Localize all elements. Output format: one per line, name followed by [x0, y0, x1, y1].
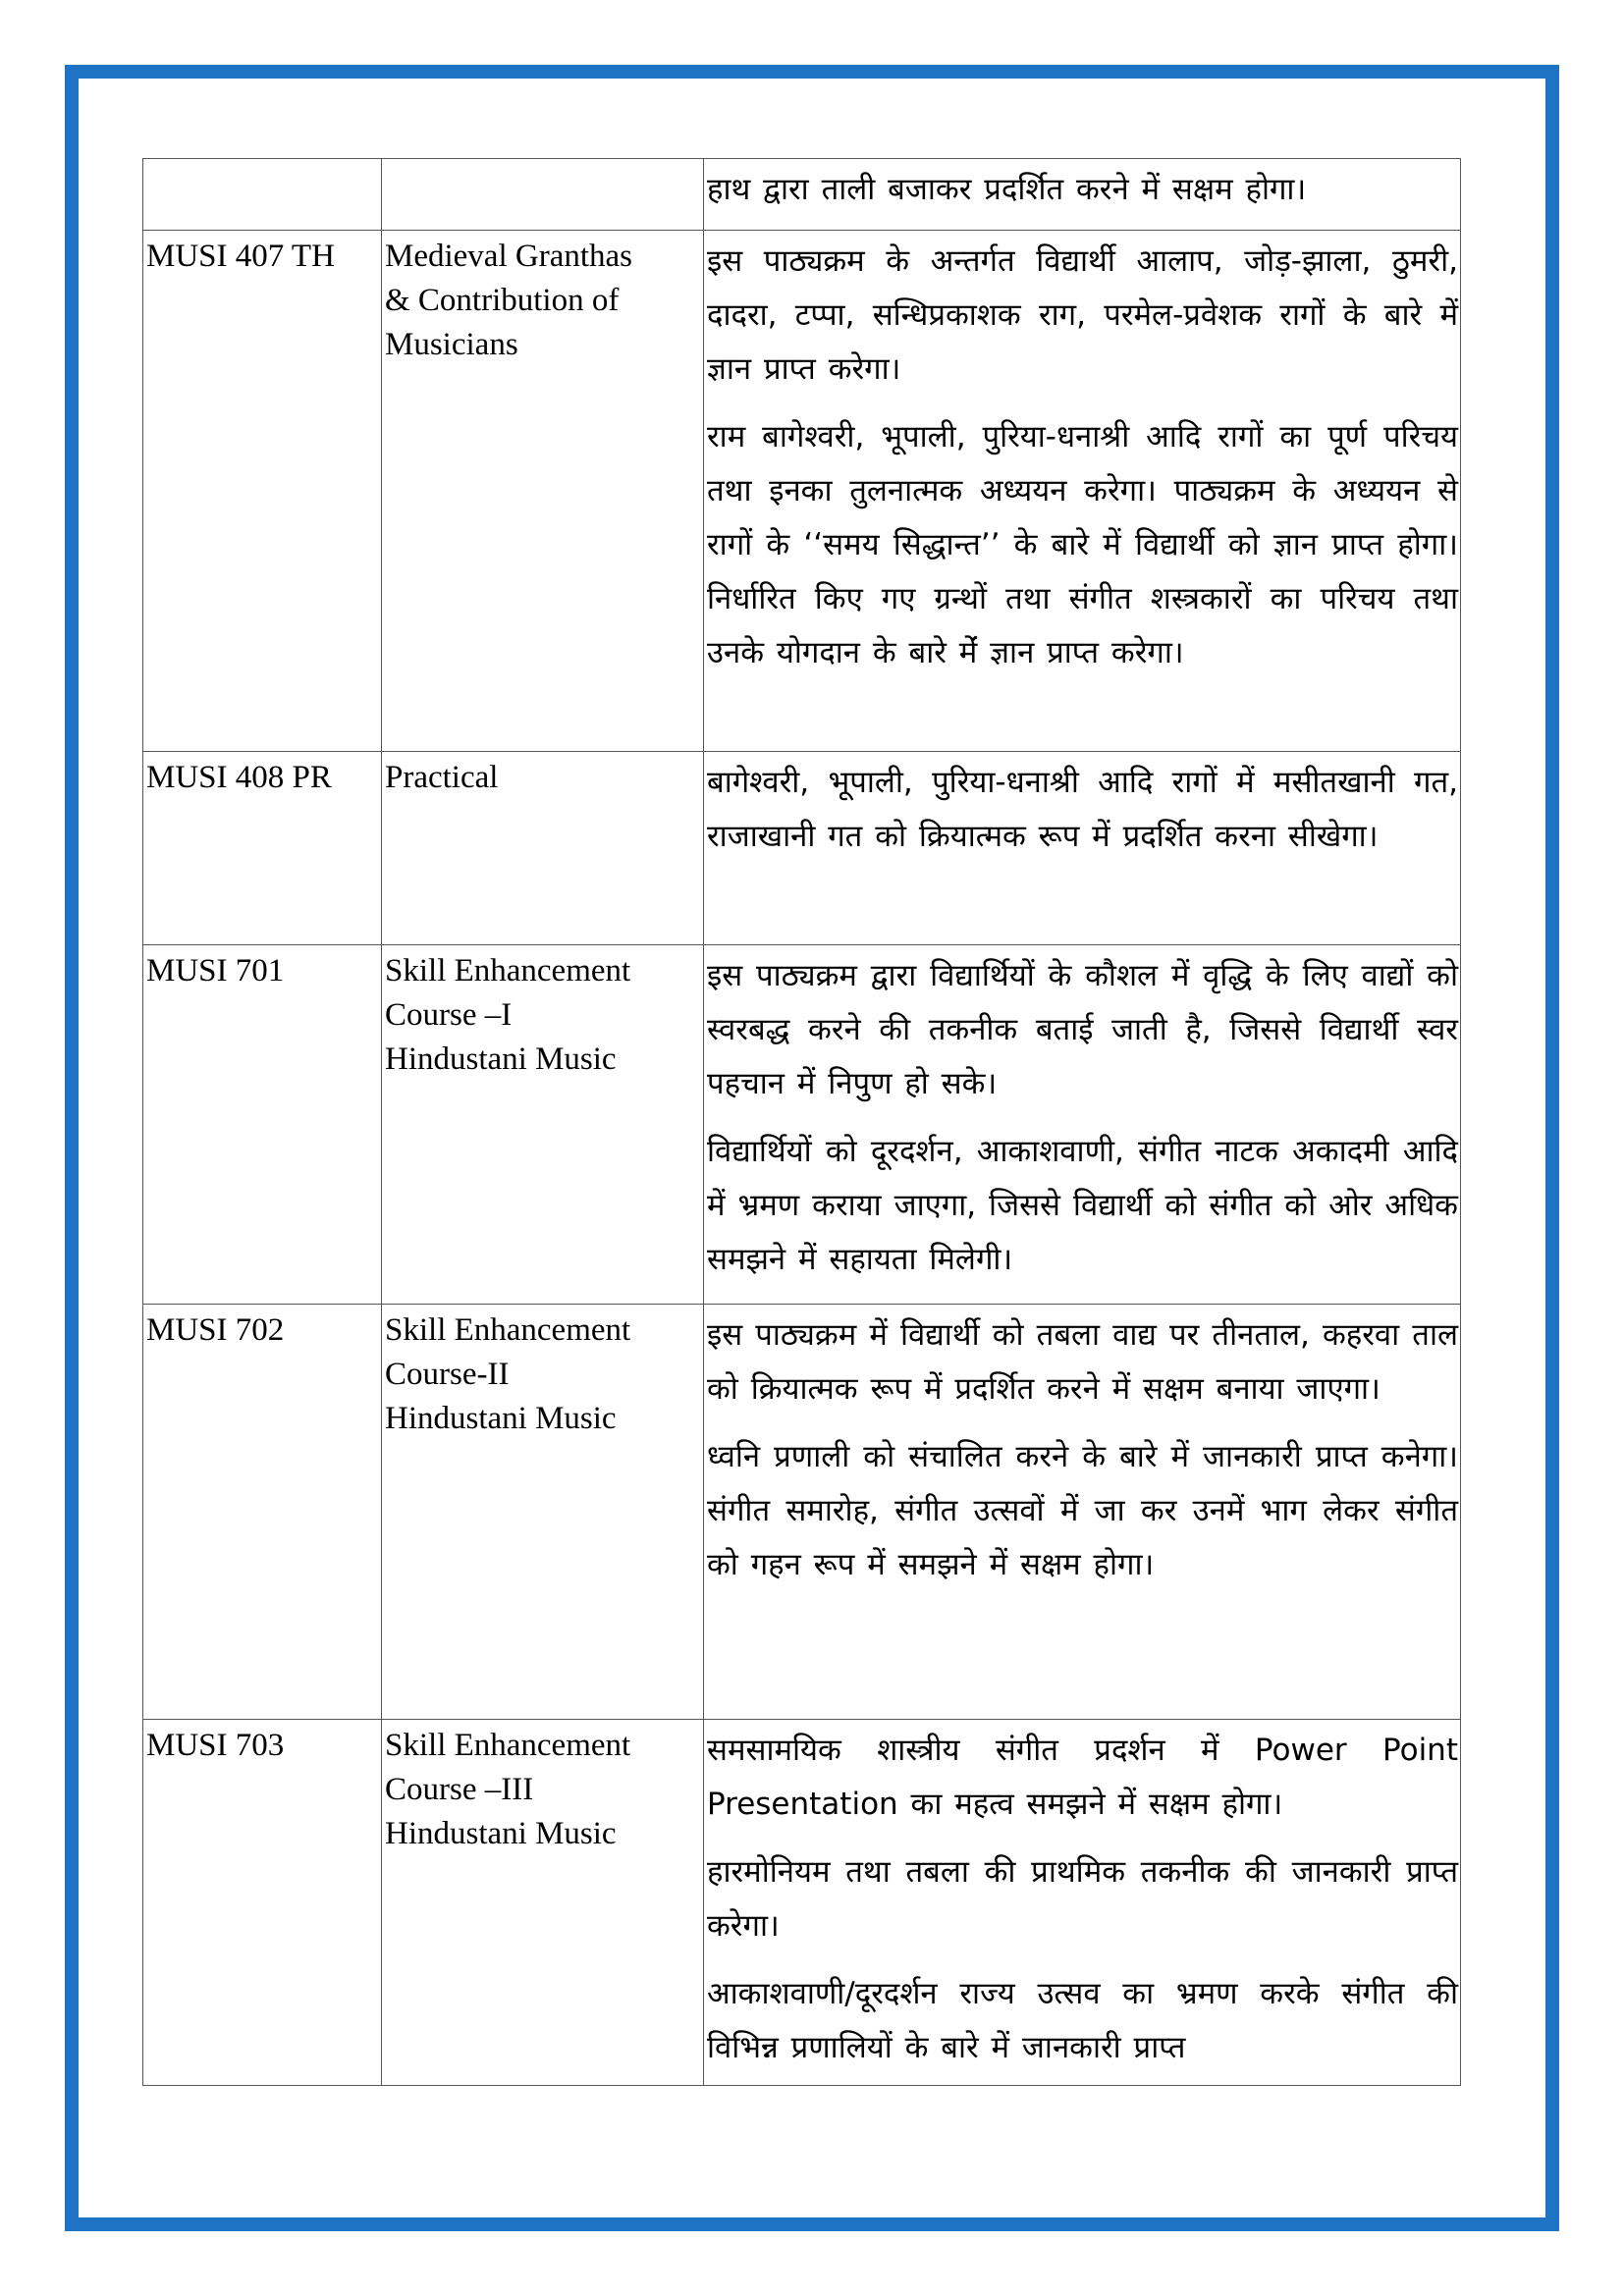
course-title — [382, 1305, 704, 1720]
course-title-line: Skill Enhancement — [385, 953, 631, 988]
course-title — [382, 159, 704, 231]
course-outcome — [704, 231, 1461, 752]
course-title-line: & Contribution of — [385, 283, 620, 318]
table-row — [143, 945, 1461, 1305]
outcome-paragraph: विद्यार्थियों को दूरदर्शन, आकाशवाणी, संगीत नाटक अकादमी आदि में भ्रमण कराया जाएगा, जिससे विद्यार्थी को संगीत को ओर अधिक समझने में सहायता मिलेगी। — [707, 1134, 1458, 1277]
outcome-paragraph: ध्वनि प्रणाली को संचालित करने के बारे में जानकारी प्राप्त कनेगा। संगीत समारोह, संगीत उत्सवों में जा कर उनमें भाग लेकर संगीत को गहन रूप में समझने में सक्षम होगा। — [707, 1439, 1458, 1582]
course-title-line: Course-II — [385, 1357, 510, 1392]
course-title — [382, 231, 704, 752]
outcome-paragraph: बागेश्वरी, भूपाली, पुरिया-धनाश्री आदि रागों में मसीतखानी गत, राजाखानी गत को क्रियात्मक रूप में प्रदर्शित करना सीखेगा। — [707, 765, 1458, 854]
table-row — [143, 1305, 1461, 1720]
table-row — [143, 752, 1461, 945]
course-title-line: Course –I — [385, 997, 513, 1033]
outcome-paragraph: इस पाठ्यक्रम द्वारा विद्यार्थियों के कौशल में वृद्धि के लिए वाद्यों को स्वरबद्ध करने की तकनीक बताई जाती है, जिससे विद्यार्थी स्वर पहचान में निपुण हो सके। — [707, 958, 1458, 1101]
course-outcome — [704, 1720, 1461, 2086]
course-title — [382, 945, 704, 1305]
course-outcome — [704, 945, 1461, 1305]
outcome-paragraph: इस पाठ्यक्रम के अन्तर्गत विद्यार्थी आलाप, जोड़-झाला, ठुमरी, दादरा, टप्पा, सन्धिप्रकाशक राग, परमेल-प्रवेशक रागों के बारे में ज्ञान प्राप्त करेगा। — [707, 243, 1458, 387]
table-row — [143, 231, 1461, 752]
course-code — [143, 159, 382, 231]
course-outcome — [704, 159, 1461, 231]
course-title-line: Skill Enhancement — [385, 1728, 631, 1763]
course-outcome — [704, 752, 1461, 945]
course-outcome — [704, 1305, 1461, 1720]
course-code: MUSI 407 TH — [143, 231, 382, 752]
outcome-paragraph: राम बागेश्वरी, भूपाली, पुरिया-धनाश्री आदि रागों का पूर्ण परिचय तथा इनका तुलनात्मक अध्ययन करेगा। पाठ्यक्रम के अध्ययन से रागों के ‘‘समय सिद्धान्त’’ के बारे में विद्यार्थी को ज्ञान प्राप्त होगा। निर्धारित किए गए ग्रन्थों तथा संगीत शस्त्रकारों का परिचय तथा उनके योगदान के बारे मेंं ज्ञान प्राप्त करेगा। — [707, 419, 1458, 670]
course-title-line: Hindustani Music — [385, 1401, 617, 1436]
course-title-line: Course –III — [385, 1772, 534, 1807]
outcome-paragraph: हाथ द्वारा ताली बजाकर प्रदर्शित करने में सक्षम होगा। — [707, 172, 1307, 207]
course-title — [382, 752, 704, 945]
course-title-line: Practical — [385, 760, 499, 795]
table-row — [143, 159, 1461, 231]
course-title-line: Musicians — [385, 327, 518, 362]
course-title — [382, 1720, 704, 2086]
table-row — [143, 1720, 1461, 2086]
outcome-paragraph: आकाशवाणी/दूरदर्शन राज्य उत्सव का भ्रमण करके संगीत की विभिन्न प्रणालियों के बारे में जानकारी प्राप्त — [707, 1976, 1458, 2065]
course-title-line: Medieval Granthas — [385, 239, 632, 274]
outcome-paragraph: इस पाठ्यक्रम में विद्यार्थी को तबला वाद्य पर तीनताल, कहरवा ताल को क्रियात्मक रूप में प्रदर्शित करने में सक्षम बनाया जाएगा। — [707, 1317, 1458, 1407]
course-code: MUSI 701 — [143, 945, 382, 1305]
course-code: MUSI 702 — [143, 1305, 382, 1720]
course-title-line: Hindustani Music — [385, 1816, 617, 1851]
outcome-paragraph: समसामयिक शास्त्रीय संगीत प्रदर्शन में Power Point Presentation का महत्व समझने में सक्षम होगा। — [707, 1733, 1458, 1822]
course-outcomes-table — [142, 158, 1461, 2086]
course-title-line: Skill Enhancement — [385, 1312, 631, 1348]
course-code: MUSI 408 PR — [143, 752, 382, 945]
course-code: MUSI 703 — [143, 1720, 382, 2086]
course-title-line: Hindustani Music — [385, 1041, 617, 1077]
outcome-paragraph: हारमोनियम तथा तबला की प्राथमिक तकनीक की जानकारी प्राप्त करेगा। — [707, 1854, 1458, 1944]
